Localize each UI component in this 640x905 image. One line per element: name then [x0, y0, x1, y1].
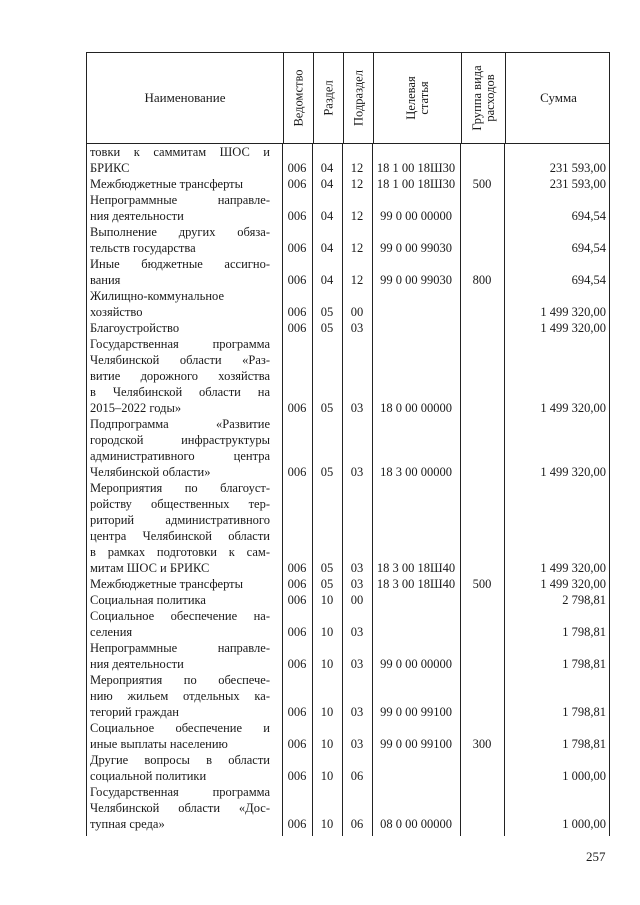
row-name-line: хозяйство — [90, 305, 143, 319]
row-name-line: митам ШОС и БРИКС — [90, 561, 210, 575]
table-row — [86, 224, 610, 256]
row-name-line: Челябинской области «Раз- — [90, 353, 270, 367]
row-vedomstvo: 006 — [287, 657, 307, 671]
table-row — [86, 416, 610, 480]
row-name — [90, 176, 270, 192]
row-name-line: центра Челябинской области — [90, 529, 270, 543]
row-name-line: административного центра — [90, 449, 270, 463]
row-name-line: Социальная политика — [90, 593, 206, 607]
row-celevaya: 18 3 00 18Ш40 — [376, 561, 456, 575]
header-celevaya — [405, 76, 431, 119]
row-name-line: в рамках подготовки к сам- — [90, 545, 270, 559]
table-row — [86, 576, 610, 592]
row-summa: 694,54 — [571, 273, 606, 287]
row-name — [90, 416, 270, 480]
row-name-line: Выполнение других обяза- — [90, 225, 270, 239]
row-summa: 694,54 — [571, 209, 606, 223]
row-vedomstvo: 006 — [287, 465, 307, 479]
header-gruppa-cell — [461, 53, 505, 143]
row-podrazdel: 03 — [350, 561, 364, 575]
row-name — [90, 480, 270, 576]
row-name-line: городской инфраструктуры — [90, 433, 270, 447]
row-name-line: 2015–2022 годы» — [90, 401, 182, 415]
row-celevaya: 99 0 00 99030 — [380, 273, 452, 287]
row-name-line: товки к саммитам ШОС и — [90, 145, 270, 159]
header-razdel: Раздел — [321, 80, 335, 116]
row-celevaya: 18 3 00 00000 — [380, 465, 452, 479]
table-row — [86, 640, 610, 672]
row-name-line: Мероприятия по обеспече- — [90, 673, 270, 687]
row-podrazdel: 12 — [350, 209, 364, 223]
header-summa: Сумма — [540, 90, 577, 105]
row-name — [90, 752, 270, 784]
row-name — [90, 784, 270, 832]
row-name-line: тегорий граждан — [90, 705, 179, 719]
row-vedomstvo: 006 — [287, 209, 307, 223]
row-name-line: Непрограммные направле- — [90, 641, 270, 655]
header-podrazdel-cell — [343, 53, 373, 143]
row-name-line: Жилищно-коммунальное — [90, 289, 224, 303]
header-gruppa — [471, 65, 497, 130]
row-podrazdel: 03 — [350, 737, 364, 751]
row-podrazdel: 12 — [350, 177, 364, 191]
table-row — [86, 192, 610, 224]
row-name — [90, 576, 270, 592]
row-name — [90, 256, 270, 288]
row-summa: 1 798,81 — [562, 705, 606, 719]
table-row — [86, 256, 610, 288]
row-celevaya: 99 0 00 00000 — [380, 657, 452, 671]
row-summa: 1 798,81 — [562, 737, 606, 751]
row-podrazdel: 00 — [350, 305, 364, 319]
row-summa: 1 798,81 — [562, 625, 606, 639]
row-razdel: 05 — [320, 577, 334, 591]
row-summa: 1 499 320,00 — [540, 305, 606, 319]
row-name-line: Мероприятия по благоуст- — [90, 481, 270, 495]
row-name-line: селения — [90, 625, 133, 639]
row-razdel: 05 — [320, 305, 334, 319]
row-summa: 1 499 320,00 — [540, 321, 606, 335]
row-celevaya: 18 0 00 00000 — [380, 401, 452, 415]
header-vedomstvo: Ведомство — [291, 69, 305, 127]
row-vedomstvo: 006 — [287, 305, 307, 319]
header-razdel-cell — [313, 53, 343, 143]
row-name-line: Челябинской области «Дос- — [90, 801, 270, 815]
table-row — [86, 320, 610, 336]
row-vedomstvo: 006 — [287, 321, 307, 335]
row-summa: 1 798,81 — [562, 657, 606, 671]
row-name — [90, 640, 270, 672]
table-row — [86, 784, 610, 832]
row-podrazdel: 03 — [350, 401, 364, 415]
header-celevaya-line2: статья — [416, 81, 431, 115]
row-name-line: Государственная программа — [90, 337, 270, 351]
row-name — [90, 144, 270, 176]
table-row — [86, 752, 610, 784]
row-name-line: Межбюджетные трансферты — [90, 177, 244, 191]
header-gruppa-line2: расходов — [482, 74, 497, 122]
row-vedomstvo: 006 — [287, 737, 307, 751]
row-name-line: тельств государства — [90, 241, 196, 255]
row-name-line: Иные бюджетные ассигно- — [90, 257, 270, 271]
row-razdel: 05 — [320, 321, 334, 335]
row-podrazdel: 03 — [350, 321, 364, 335]
row-name-line: Подпрограмма «Развитие — [90, 417, 270, 431]
header-celevaya-cell — [373, 53, 461, 143]
row-razdel: 10 — [320, 593, 334, 607]
row-name-line: ройству общественных тер- — [90, 497, 270, 511]
table-row — [86, 592, 610, 608]
row-name — [90, 720, 270, 752]
row-vedomstvo: 006 — [287, 241, 307, 255]
row-name — [90, 320, 270, 336]
row-podrazdel: 03 — [350, 705, 364, 719]
row-vedomstvo: 006 — [287, 769, 307, 783]
table-row — [86, 176, 610, 192]
row-celevaya: 99 0 00 99100 — [380, 705, 452, 719]
row-podrazdel: 06 — [350, 817, 364, 831]
row-vedomstvo: 006 — [287, 177, 307, 191]
row-gruppa: 500 — [472, 177, 492, 191]
row-vedomstvo: 006 — [287, 577, 307, 591]
row-name-line: тупная среда» — [90, 817, 165, 831]
row-podrazdel: 12 — [350, 273, 364, 287]
row-podrazdel: 03 — [350, 465, 364, 479]
row-name-line: Челябинской области» — [90, 465, 211, 479]
table-row — [86, 144, 610, 176]
row-gruppa: 800 — [472, 273, 492, 287]
row-vedomstvo: 006 — [287, 817, 307, 831]
row-name-line: Государственная программа — [90, 785, 270, 799]
row-vedomstvo: 006 — [287, 401, 307, 415]
row-razdel: 10 — [320, 769, 334, 783]
row-name-line: Социальное обеспечение на- — [90, 609, 270, 623]
page-number: 257 — [586, 849, 606, 864]
header-summa-cell — [505, 53, 611, 143]
row-summa: 231 593,00 — [549, 177, 606, 191]
row-summa: 1 499 320,00 — [540, 465, 606, 479]
table-header — [86, 52, 610, 144]
row-name-line: ния деятельности — [90, 657, 184, 671]
header-podrazdel: Подраздел — [351, 70, 365, 126]
row-name-line: в Челябинской области на — [90, 385, 270, 399]
row-podrazdel: 12 — [350, 161, 364, 175]
row-name-line: иные выплаты населению — [90, 737, 228, 751]
header-celevaya-line1: Целевая — [403, 76, 418, 120]
header-name: Наименование — [144, 90, 226, 105]
header-vedomstvo-cell — [283, 53, 313, 143]
row-summa: 231 593,00 — [549, 161, 606, 175]
table-row — [86, 480, 610, 576]
row-gruppa: 500 — [472, 577, 492, 591]
row-name-line: нию жильем отдельных ка- — [90, 689, 270, 703]
row-razdel: 04 — [320, 177, 334, 191]
row-podrazdel: 12 — [350, 241, 364, 255]
row-name — [90, 336, 270, 416]
row-name-line: Другие вопросы в области — [90, 753, 270, 767]
header-name-cell — [87, 53, 283, 143]
row-razdel: 04 — [320, 209, 334, 223]
row-celevaya: 08 0 00 00000 — [380, 817, 452, 831]
row-celevaya: 18 1 00 18Ш30 — [376, 177, 456, 191]
table-row — [86, 336, 610, 416]
table-row — [86, 672, 610, 720]
row-celevaya: 18 1 00 18Ш30 — [376, 161, 456, 175]
row-name-line: вания — [90, 273, 121, 287]
row-name-line: социальной политики — [90, 769, 207, 783]
header-gruppa-line1: Группа вида — [469, 65, 484, 131]
row-name — [90, 608, 270, 640]
row-celevaya: 99 0 00 99100 — [380, 737, 452, 751]
row-podrazdel: 00 — [350, 593, 364, 607]
table-row — [86, 720, 610, 752]
row-name — [90, 672, 270, 720]
row-razdel: 05 — [320, 465, 334, 479]
row-vedomstvo: 006 — [287, 705, 307, 719]
row-razdel: 10 — [320, 625, 334, 639]
row-razdel: 04 — [320, 161, 334, 175]
row-summa: 694,54 — [571, 241, 606, 255]
row-name — [90, 592, 270, 608]
row-celevaya: 99 0 00 99030 — [380, 241, 452, 255]
row-name — [90, 288, 270, 320]
row-name-line: риторий административного — [90, 513, 270, 527]
row-summa: 2 798,81 — [562, 593, 606, 607]
row-vedomstvo: 006 — [287, 593, 307, 607]
row-razdel: 10 — [320, 657, 334, 671]
row-razdel: 10 — [320, 705, 334, 719]
row-name-line: Благоустройство — [90, 321, 180, 335]
row-name-line: витие дорожного хозяйства — [90, 369, 270, 383]
row-summa: 1 000,00 — [562, 817, 606, 831]
row-razdel: 05 — [320, 561, 334, 575]
row-name-line: Социальное обеспечение и — [90, 721, 270, 735]
row-summa: 1 499 320,00 — [540, 577, 606, 591]
row-summa: 1 499 320,00 — [540, 401, 606, 415]
row-name — [90, 224, 270, 256]
row-razdel: 10 — [320, 737, 334, 751]
row-podrazdel: 06 — [350, 769, 364, 783]
row-razdel: 05 — [320, 401, 334, 415]
row-name-line: БРИКС — [90, 161, 130, 175]
row-summa: 1 499 320,00 — [540, 561, 606, 575]
row-razdel: 04 — [320, 273, 334, 287]
row-razdel: 10 — [320, 817, 334, 831]
row-razdel: 04 — [320, 241, 334, 255]
row-podrazdel: 03 — [350, 625, 364, 639]
table-row — [86, 608, 610, 640]
table-body — [86, 144, 610, 836]
row-vedomstvo: 006 — [287, 273, 307, 287]
row-celevaya: 99 0 00 00000 — [380, 209, 452, 223]
row-gruppa: 300 — [472, 737, 492, 751]
row-summa: 1 000,00 — [562, 769, 606, 783]
row-name-line: ния деятельности — [90, 209, 184, 223]
row-celevaya: 18 3 00 18Ш40 — [376, 577, 456, 591]
row-podrazdel: 03 — [350, 657, 364, 671]
row-podrazdel: 03 — [350, 577, 364, 591]
table-row — [86, 288, 610, 320]
row-name — [90, 192, 270, 224]
row-name-line: Межбюджетные трансферты — [90, 577, 244, 591]
row-vedomstvo: 006 — [287, 625, 307, 639]
row-vedomstvo: 006 — [287, 561, 307, 575]
row-name-line: Непрограммные направле- — [90, 193, 270, 207]
row-vedomstvo: 006 — [287, 161, 307, 175]
